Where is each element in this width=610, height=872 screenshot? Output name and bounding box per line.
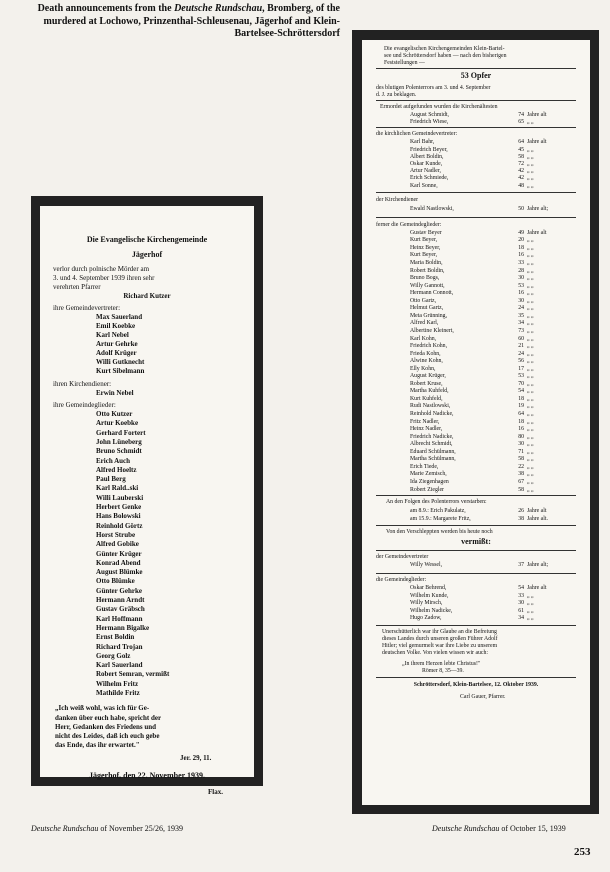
victim-name: August Schmidt, [410, 112, 449, 118]
victim-age: 18 [518, 418, 524, 425]
verse-ref: Jer. 29, 11. [180, 754, 212, 763]
age-unit: „ „ [527, 312, 534, 319]
victim-name: Alfred Karl, [410, 320, 439, 327]
section-label: der Gemeindevertreter [376, 554, 429, 561]
closing-line: dieses Landes durch unseren großen Führer Adolf [382, 635, 498, 642]
list-item: Willi Lauberski [96, 493, 144, 502]
victim-name: Alwine Kohn, [410, 358, 443, 365]
age-unit: „ „ [527, 153, 534, 160]
victim-age: 24 [518, 305, 524, 312]
section-label: ihren Kirchendiener: [53, 380, 112, 388]
age-unit: Jahre alt [527, 112, 547, 118]
age-unit: „ „ [527, 119, 534, 126]
victim-name: Friedrich Beyer, [410, 146, 448, 153]
notice-heading: Die Evangelische Kirchengemeinde [86, 235, 208, 244]
victim-age: 50 [518, 205, 524, 212]
intro-line: verlor durch polnische Mörder am [53, 265, 150, 273]
victim-name: am 15.9.: Margarete Fritz, [410, 515, 471, 522]
age-unit: „ „ [527, 305, 534, 312]
victim-name: Karl Kohn, [410, 335, 437, 342]
divider [376, 550, 576, 551]
divider [376, 68, 576, 69]
victim-age: 34 [518, 320, 524, 327]
victim-age: 22 [518, 463, 524, 470]
age-unit: Jahre alt [527, 139, 547, 146]
notice-place: Jägerhof [131, 250, 163, 259]
list-item: Alfred Hoeltz [96, 465, 137, 474]
age-unit: „ „ [527, 456, 534, 463]
age-unit: „ „ [527, 146, 534, 153]
victim-name: Hermann Connott, [410, 290, 454, 297]
victim-age: 42 [518, 175, 524, 182]
victim-age: 21 [518, 343, 524, 350]
verse-line: Römer 8, 35—39. [422, 667, 464, 674]
victim-name: Heinz Nadler, [410, 426, 443, 433]
victim-age: 54 [518, 585, 524, 592]
victim-age: 30 [518, 441, 524, 448]
victim-name: Heinz Beyer, [410, 244, 441, 251]
victim-age: 28 [518, 267, 524, 274]
victim-age: 26 [518, 508, 524, 515]
list-item: Karl Nebel [96, 331, 129, 339]
victim-age: 45 [518, 146, 524, 153]
age-unit: Jahre alt [527, 585, 547, 592]
list-item: Karl Sauerland [96, 661, 143, 670]
list-item: Otto Kutzer [96, 410, 133, 418]
list-item: Bruno Schmidt [96, 447, 142, 456]
age-unit: „ „ [527, 426, 534, 433]
victim-name: Otto Gartz, [410, 297, 437, 304]
verse-line: Herr, Gedanken des Friedens und [55, 722, 157, 731]
victim-name: Erich Schmiede, [410, 175, 449, 182]
victim-name: Wilhelm Kunde, [410, 592, 449, 599]
victim-age: 18 [518, 395, 524, 402]
list-item: Ernst Boldin [96, 633, 135, 642]
age-unit: „ „ [527, 373, 534, 380]
age-unit: „ „ [527, 175, 534, 182]
victim-name: Bruno Bogs, [410, 275, 440, 282]
victim-name: Albrecht Schmidt, [410, 441, 453, 448]
victim-name: Maria Boldin, [410, 260, 443, 266]
victim-age: 34 [518, 615, 524, 622]
victim-name: Willy Gannott, [410, 282, 445, 289]
list-item: Gerhard Fortert [96, 428, 146, 437]
victim-name: Friedrich Nadicke, [410, 433, 454, 440]
verse-line: danken über euch habe, spricht der [55, 713, 162, 722]
victim-age: 19 [518, 403, 524, 410]
intro-line: 3. und 4. September 1939 ihren sehr [53, 274, 155, 282]
victim-age: 61 [518, 607, 524, 614]
age-unit: „ „ [527, 411, 534, 417]
right-notice [362, 40, 590, 805]
victim-age: 73 [518, 327, 524, 334]
verse-line: „Ich weiß wohl, was ich für Ge- [55, 704, 150, 713]
list-item: Mathilde Fritz [96, 689, 140, 697]
victim-age: 18 [518, 244, 524, 251]
section-label: die Gemeindeglieder: [376, 577, 427, 584]
closing-line: Unerschütterlich war ihr Glaube an die Befreiung [382, 628, 497, 635]
divider [376, 100, 576, 101]
victim-name: Robert Kruse, [410, 380, 443, 387]
victim-name: Wilhelm Nadicke, [410, 607, 453, 614]
victim-name: Kurt Kuhfeld, [410, 395, 443, 402]
age-unit: „ „ [527, 600, 534, 607]
victim-name: Ida Ziegenhagen [410, 478, 449, 485]
list-item: Artur Gehrke [96, 340, 138, 348]
closing-line: deutschen Volke. Von vielen wissen wir auch: [382, 649, 488, 656]
section-label: der Kirchendiener [376, 196, 419, 203]
victim-name: Kurt Beyer, [410, 252, 438, 259]
list-item: Otto Blümke [96, 577, 135, 586]
victim-name: Frieda Kohn, [410, 350, 441, 357]
victim-age: 42 [518, 168, 524, 175]
section-label: An den Folgen des Polenterrors verstarben: [386, 499, 487, 506]
victim-age: 30 [518, 275, 524, 282]
victim-age: 16 [518, 252, 524, 259]
victim-age: 71 [518, 448, 524, 455]
verse-line: nicht des Leides, daß ich euch gebe [55, 731, 160, 740]
victim-name: Albertine Kleinert, [410, 327, 454, 334]
victim-name: Fritz Nadler, [410, 418, 440, 425]
age-unit: „ „ [527, 237, 534, 244]
list-item: Konrad Abend [96, 558, 141, 567]
victim-age: 30 [518, 600, 524, 607]
victim-age: 20 [518, 237, 524, 244]
age-unit: „ „ [527, 282, 534, 289]
victim-name: Reinhold Nadicke, [410, 411, 454, 417]
victim-age: 64 [518, 139, 524, 146]
intro-line: see und Schröttersdorf haben — nach den bisherigen [384, 53, 507, 59]
divider [376, 127, 576, 128]
age-unit: „ „ [527, 252, 534, 259]
missing-heading: vermißt: [461, 537, 491, 547]
victim-age: 53 [518, 282, 524, 289]
age-unit: „ „ [527, 471, 534, 478]
divider [376, 217, 576, 218]
section-label: Ermordet aufgefunden wurden die Kirchenältesten [380, 104, 498, 110]
victim-age: 33 [518, 592, 524, 599]
victim-age: 67 [518, 478, 524, 485]
list-item: Emil Koebke [96, 322, 136, 330]
victim-age: 58 [518, 153, 524, 160]
age-unit: „ „ [527, 168, 534, 175]
age-unit: „ „ [527, 290, 534, 297]
victim-name: August Krüger, [410, 373, 446, 380]
age-unit: Jahre alt [527, 229, 547, 236]
signature: Flax. [208, 788, 223, 797]
divider [376, 495, 576, 496]
date-line: Schröttersdorf, Klein-Bartelsee, 12. Oktober 1939. [413, 681, 539, 688]
section-label: ferner die Gemeindeglieder: [376, 221, 442, 228]
age-unit: Jahre alt; [527, 205, 549, 212]
victim-name: Robert Ziegler [410, 486, 444, 493]
age-unit: „ „ [527, 615, 534, 622]
victim-age: 16 [518, 290, 524, 297]
victim-age: 58 [518, 456, 524, 463]
verse-line: „In ihrem Herzen lebte Christus!" [402, 660, 481, 667]
list-item: Karl Rald..ski [96, 484, 139, 493]
list-item: Richard Trojan [96, 642, 143, 651]
age-unit: „ „ [527, 463, 534, 470]
victim-age: 17 [518, 365, 524, 372]
victim-age: 38 [518, 515, 524, 522]
victim-age: 58 [518, 486, 524, 493]
victim-name: Friedrich Kohn, [410, 343, 448, 350]
list-item: Erich Auch [96, 456, 131, 465]
list-item: Reinhold Görtz [96, 521, 143, 530]
age-unit: „ „ [527, 388, 534, 395]
list-item: Georg Golz [96, 651, 131, 660]
victim-name: am 8.9.: Erich Pakulatz, [410, 508, 466, 515]
age-unit: „ „ [527, 441, 534, 448]
victim-name: Eduard Schülmann, [410, 448, 456, 455]
section-label: Von den Verschleppten werden bis heute noch [386, 529, 493, 536]
signature: Carl Gauer, Pfarrer. [460, 693, 506, 700]
victim-age: 35 [518, 312, 524, 319]
list-item: Alfred Gobike [96, 540, 139, 549]
victim-age: 30 [518, 297, 524, 304]
list-item: Artur Koebke [96, 419, 139, 428]
victim-name: Ewald Nastlowski, [410, 205, 454, 212]
divider [376, 677, 576, 678]
victim-name: Willy Wessel, [410, 562, 443, 569]
victim-name: Karl Sonne, [410, 182, 438, 189]
victim-age: 53 [518, 373, 524, 380]
victim-name: Friedrich Wiese, [410, 119, 449, 126]
list-item: Wilhelm Fritz [96, 679, 139, 688]
victim-age: 70 [518, 380, 524, 387]
left-notice [40, 206, 254, 797]
page-header-title: Death announcements from the Deutsche Rundschau, Bromberg, of the murdered at Lochowo, Prinzenthal-Schleusenau, Jägerhof and Klein-Bartelsee-Schröttersdorf [37, 3, 340, 39]
divider [376, 573, 576, 574]
age-unit: „ „ [527, 182, 534, 189]
victim-name: Marie Zemisch, [410, 471, 447, 478]
age-unit: „ „ [527, 260, 534, 266]
victim-name: Robert Boldin, [410, 267, 445, 274]
list-item: Günter Krüger [96, 549, 142, 558]
age-unit: Jahre alt. [527, 515, 548, 522]
closing-line: Hitler; viel gemurmelt war ihre Liebe zu unserem [382, 642, 498, 649]
list-item: Robert Semran, vermißt [96, 670, 170, 679]
victim-name: Rudi Nastlowski, [410, 403, 451, 410]
list-item: Herbert Genke [96, 503, 142, 511]
age-unit: „ „ [527, 244, 534, 251]
victim-age: 60 [518, 335, 524, 342]
page-number: 253 [574, 846, 591, 858]
victim-age: 72 [518, 161, 524, 167]
victims-count: 53 Opfer [460, 71, 492, 80]
intro-line: Die evangelischen Kirchengemeinden Klein-Bartel- [384, 46, 505, 52]
age-unit: „ „ [527, 275, 534, 282]
intro-line: Feststellungen — [384, 60, 425, 66]
victim-name: Oskar Kunde, [410, 161, 443, 167]
section-label: die kirchlichen Gemeindevertreter: [376, 131, 458, 138]
victim-name: Albert Boldin, [410, 153, 444, 160]
victim-age: 80 [518, 433, 524, 440]
divider [376, 625, 576, 626]
victim-name: Willy Mirsch, [410, 600, 443, 607]
list-item: Karl Hoffmann [96, 614, 143, 623]
age-unit: „ „ [527, 403, 534, 410]
age-unit: „ „ [527, 327, 534, 334]
age-unit: „ „ [527, 335, 534, 342]
age-unit: „ „ [527, 418, 534, 425]
age-unit: „ „ [527, 161, 534, 167]
victim-name: Martha Schülmann, [410, 456, 456, 463]
age-unit: „ „ [527, 297, 534, 304]
victim-age: 33 [518, 260, 524, 266]
victim-name: Erich Tiede, [410, 463, 439, 470]
list-item: Günter Gehrke [96, 586, 142, 595]
victim-name: Kurt Beyer, [410, 237, 438, 244]
divider [376, 192, 576, 193]
victim-name: Elly Kohn, [410, 365, 436, 372]
list-item: Hans Bolowski [96, 512, 141, 521]
victim-age: 49 [518, 229, 524, 236]
age-unit: „ „ [527, 358, 534, 365]
date-line: Jägerhof, den 22. November 1939. [88, 771, 206, 781]
list-item: John Lüneberg [96, 437, 142, 446]
age-unit: „ „ [527, 267, 534, 274]
list-item: Horst Strube [96, 530, 136, 539]
list-item: August Blümke [96, 568, 143, 577]
intro-line: d. J. zu beklagen. [376, 92, 417, 98]
victim-age: 37 [518, 562, 524, 569]
victim-name: Gustav Beyer [410, 229, 442, 236]
age-unit: „ „ [527, 350, 534, 357]
list-item: Willi Gutknecht [96, 358, 145, 366]
victim-name: Oskar Behrend, [410, 585, 447, 592]
age-unit: „ „ [527, 592, 534, 599]
victim-name: Artur Nadler, [410, 168, 441, 175]
verse-line: das Ende, das ihr erwartet." [55, 741, 140, 750]
age-unit: „ „ [527, 448, 534, 455]
divider [376, 525, 576, 526]
right-caption: Deutsche Rundschau of October 15, 1939 [432, 824, 566, 833]
list-item: Adolf Krüger [96, 349, 137, 357]
victim-name: Meta Grünning, [410, 312, 448, 319]
age-unit: Jahre alt [527, 508, 547, 515]
age-unit: „ „ [527, 478, 534, 485]
age-unit: „ „ [527, 433, 534, 440]
age-unit: „ „ [527, 395, 534, 402]
victim-age: 38 [518, 471, 524, 478]
victim-age: 65 [518, 119, 524, 126]
left-caption: Deutsche Rundschau of November 25/26, 1939 [31, 824, 183, 833]
victim-name: Karl Bahr, [410, 139, 435, 146]
victim-age: 56 [518, 358, 524, 365]
age-unit: Jahre alt; [527, 562, 549, 569]
age-unit: „ „ [527, 320, 534, 327]
victim-name: Martha Kuhfeld, [410, 388, 449, 395]
list-item: Kurt Sibelmann [96, 367, 145, 375]
list-item: Paul Berg [96, 475, 126, 484]
age-unit: „ „ [527, 365, 534, 372]
age-unit: „ „ [527, 380, 534, 387]
list-item: Max Sauerland [96, 313, 143, 321]
age-unit: „ „ [527, 607, 534, 614]
victim-age: 16 [518, 426, 524, 433]
victim-age: 74 [518, 112, 524, 118]
victim-name: Helmut Gartz, [410, 305, 444, 312]
intro-line: verehrten Pfarrer [53, 283, 101, 291]
list-item: Hermann Arndt [96, 596, 145, 604]
victim-age: 64 [518, 411, 524, 417]
list-item: Hermann Bigalke [96, 623, 150, 632]
victim-age: 24 [518, 350, 524, 357]
victim-name: Hugo Zadow, [410, 615, 442, 622]
age-unit: „ „ [527, 486, 534, 493]
pastor-name: Richard Kutzer [123, 292, 171, 300]
victim-age: 54 [518, 388, 524, 395]
victim-age: 48 [518, 182, 524, 189]
section-label: ihre Gemeindeglieder: [53, 401, 116, 409]
section-label: ihre Gemeindevertreter: [53, 304, 121, 312]
intro-line: des blutigen Polenterrors am 3. und 4. September [376, 85, 491, 91]
list-item: Erwin Nebel [96, 389, 134, 397]
list-item: Gustav Gräbsch [96, 605, 145, 614]
age-unit: „ „ [527, 343, 534, 350]
